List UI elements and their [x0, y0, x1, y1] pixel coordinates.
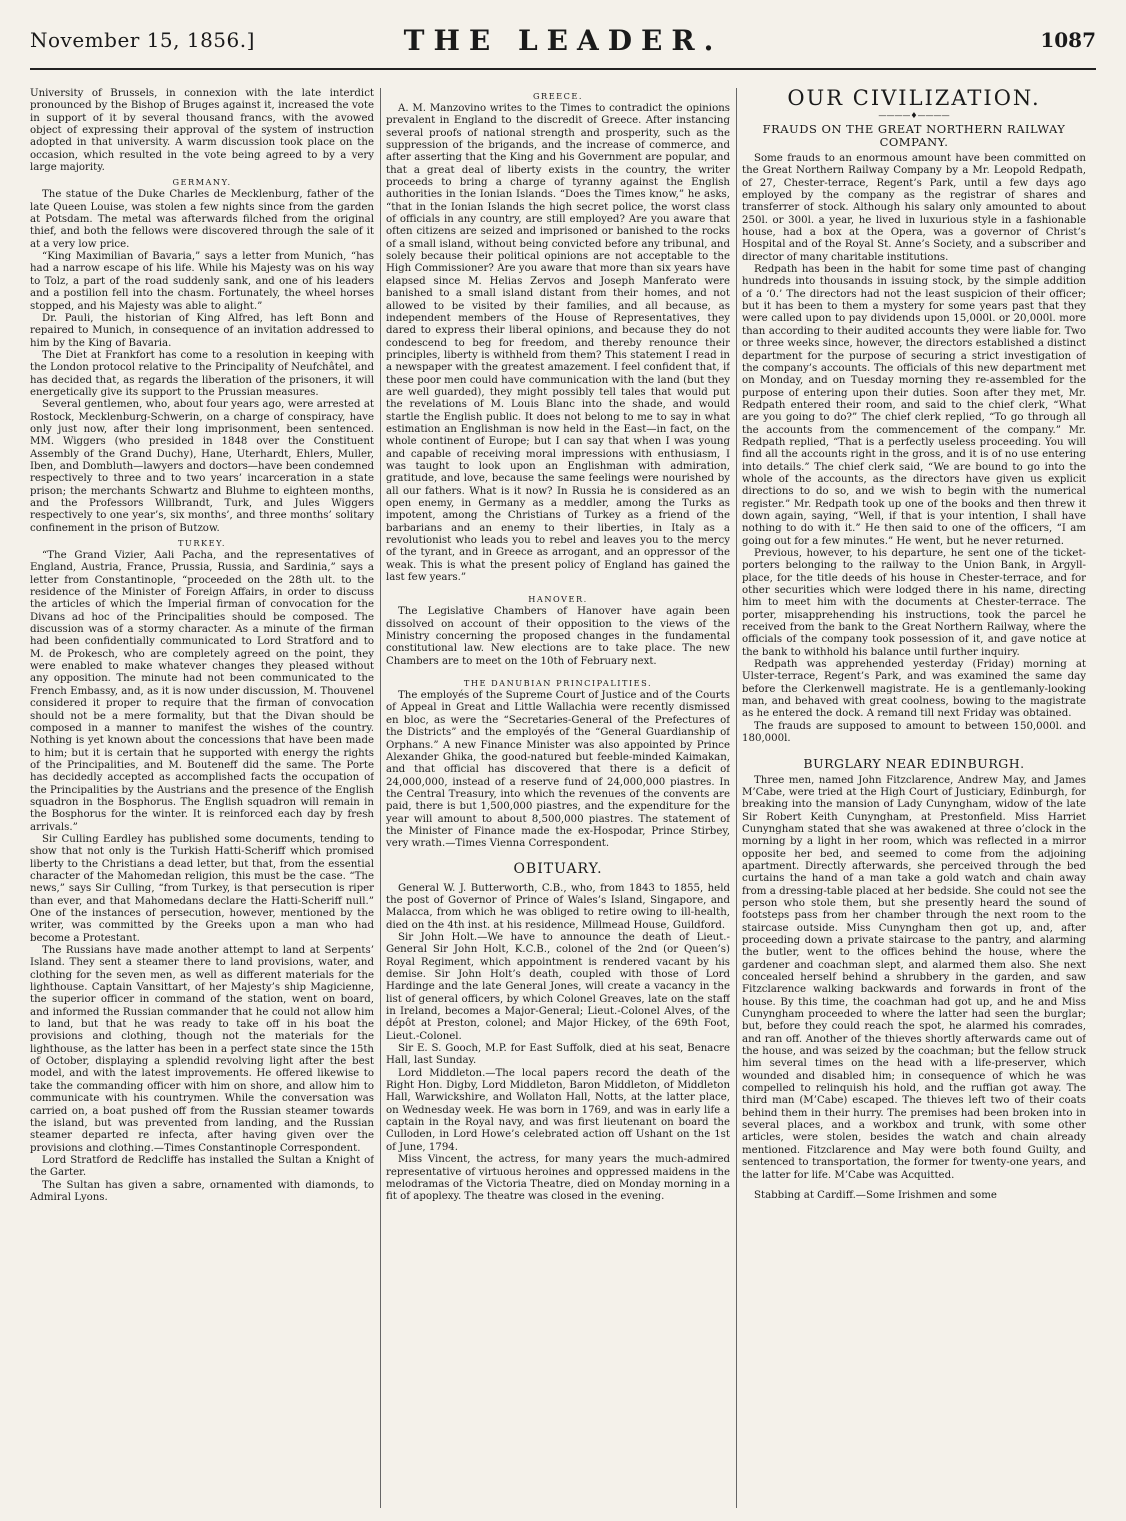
column-2 [386, 88, 730, 1508]
paragraph-burglary-1: Three men, named John Fitzclarence, Andrew May, and James M’Cabe, were tried at the High Court of Justiciary, Edinburgh, for breaking into the mansion of Lady Cunyngham, widow of the late Sir Robert Keith Cunyngham, at Prestonfield. Miss Harriet Cunyngham stated that she was awakened at three o’clock in the morning by a light in her room, which was reflected in a mirror opposite her bed, and seemed to come from the adjoining apartment. Directly afterwards, she perceived through the bed curtains the hand of a man take a gold watch and chain away from a dressing-table placed at her bedside. She could not see the person who stole them, but she presently heard the sound of footsteps pass from her chamber through the next room to the staircase outside. Miss Cunyngham then got up, and, after proceeding down a private staircase to the pantry, and alarming the butler, went to the offices behind the house, where the gardener and coachman slept, and alarmed them also. She next concealed herself behind a shrubbery in the garden, and saw Fitzclarence walking backwards and forwards in front of the house. By this time, the coachman had got up, and he and Miss Cunyngham proceeded to where the latter had seen the burglar; but, before they could reach the spot, he alarmed his comrades, and ran off. Another of the thieves shortly afterwards came out of the house, and was seized by the coachman; but the fellow struck him several times on the head with a life-preserver, which wounded and disabled him; in consequence of which he was compelled to relinquish his hold, and the ruffian got away. The third man (M’Cabe) escaped. The thieves left two of their coats behind them in their hurry. The premises had been broken into in several places, and a workbox and trunk, with some other articles, were stolen, besides the watch and chain already mentioned. Fitzclarence and May were both found Guilty, and sentenced to transportation, the former for twenty-one years, and the latter for life. M’Cabe was Acquitted. [742, 774, 1086, 1181]
column-divider-left [380, 88, 381, 1508]
paragraph-belgium: University of Brussels, in connexion with the late interdict pronounced by the Bishop of Bruges against it, increased the vote in support of it by several thousand francs, with the avowed object of expressing their approval of the system of instruction adopted in that university. A warm discussion took place on the occasion, which resulted in the vote being agreed to by a very large majority. [30, 88, 374, 174]
section-germany: GERMANY. [172, 177, 232, 188]
paragraph-germany-5: Several gentlemen, who, about four years ago, were arrested at Rostock, Mecklenburg-Schwerin, on a charge of conspiracy, have only just now, after their long imprisonment, been sentenced. MM. Wiggers (who presided in 1848 over the Constituent Assembly of the Grand Duchy), Hane, Uterhardt, Ehlers, Muller, Iben, and Dombluth—lawyers and doctors—have been condemned respectively to three and to two years’ incarceration in a state prison; the merchants Schwartz and Bluhme to eighteen months, and the Professors Willbrandt, Turk, and Jules Wiggers respectively to one year’s, six months’, and three months’ solitary confinement in the prison of Butzow. [30, 399, 374, 534]
headline-frauds: FRAUDS ON THE GREAT NORTHERN RAILWAY COMPANY. [762, 122, 1066, 149]
paragraph-turkey-4: Lord Stratford de Redcliffe has installed the Sultan a Knight of the Garter. [30, 1154, 374, 1179]
column-3 [742, 88, 1086, 1508]
section-hanover: HANOVER. [528, 594, 588, 605]
paragraph-germany-4: The Diet at Frankfort has come to a resolution in keeping with the London protocol relative to the Principality of Neufchâtel, and has decided that, as regards the liberation of the prisoners, it will energetically give its support to the Prussian measures. [30, 349, 374, 398]
column-1 [30, 88, 374, 1508]
section-turkey: TURKEY. [177, 538, 227, 549]
headline-burglary: BURGLARY NEAR EDINBURGH. [803, 755, 1025, 771]
issue-date: November 15, 1856.] [30, 28, 255, 52]
paragraph-turkey-5: The Sultan has given a sabre, ornamented with diamonds, to Admiral Lyons. [30, 1179, 374, 1203]
paragraph-danubian-1: The employés of the Supreme Court of Justice and of the Courts of Appeal in Great and Little Wallachia were recently dismissed en bloc, as were the “Secretaries-General of the Prefectures of the Districts” and the employés of the “General Guardianship of Orphans.” A new Finance Minister was also appointed by Prince Alexander Ghika, the good-natured but feeble-minded Kaimakan, and that official has discovered that there is a deficit of 24,000,000, instead of a reserve fund of 24,000,000 piastres. In the Central Treasury, into which the revenues of the convents are paid, there is but 1,500,000 piastres, and the expenditure for the year will amount to about 8,500,000 piastres. The statement of the Minister of Finance made the ex-Hospodar, Prince Stirbey, very wrath.—Times Vienna Correspondent. [386, 690, 730, 850]
paragraph-frauds-3: Previous, however, to his departure, he sent one of the ticket-porters belonging to the railway to the Union Bank, in Argyll-place, for the title deeds of his house in Chester-terrace, and for other securities which were lodged there in his name, directing him to meet him with the documents at Chester-terrace. The porter, misapprehending his instructions, took the parcel he received from the bank to the Great Northern Railway, where the officials of the company took possession of it, and gave notice at the bank to withhold his balance until further inquiry. [742, 548, 1086, 658]
paragraph-germany-1: The statue of the Duke Charles de Mecklenburg, father of the late Queen Louise, was stolen a few nights since from the garden at Potsdam. The metal was afterwards filched from the original thief, and both the fellows were discovered through the sale of it at a very low price. [30, 189, 374, 250]
column-divider-right [736, 88, 737, 1508]
paragraph-obituary-3: Sir E. S. Gooch, M.P. for East Suffolk, died at his seat, Benacre Hall, last Sunday. [386, 1043, 730, 1067]
paragraph-obituary-1: General W. J. Butterworth, C.B., who, from 1843 to 1855, held the post of Governor of Prince of Wales’s Island, Singapore, and Malacca, from which he was obliged to retire owing to ill-health, died on the 4th inst. at his residence, Millmead House, Guildford. [386, 882, 730, 931]
headline-our-civilization: OUR CIVILIZATION. [787, 88, 1041, 110]
paragraph-frauds-5: The frauds are supposed to amount to between 150,000l. and 180,000l. [742, 720, 1086, 745]
paragraph-frauds-1: Some frauds to an enormous amount have been committed on the Great Northern Railway Company by a Mr. Leopold Redpath, of 27, Chester-terrace, Regent’s Park, until a few days ago employed by the company as the registrar of shares and transferrer of stock. Although his salary only amounted to about 250l. or 300l. a year, he lived in luxurious style in a fashionable house, had a box at the Opera, was a governor of Christ’s Hospital and of the Royal St. Anne’s Society, and a subscriber and director of many charitable institutions. [742, 153, 1086, 263]
newspaper-title: THE LEADER. [403, 24, 723, 57]
section-obituary: OBITUARY. [513, 860, 603, 877]
masthead [30, 18, 1096, 70]
paragraph-germany-3: Dr. Pauli, the historian of King Alfred, has left Bonn and repaired to Munich, in consequence of an invitation addressed to him by the King of Bavaria. [30, 312, 374, 349]
paragraph-obituary-4: Lord Middleton.—The local papers record the death of the Right Hon. Digby, Lord Middleton, Baron Middleton, of Middleton Hall, Warwickshire, and Wollaton Hall, Notts, at the latter place, on Wednesday week. He was born in 1769, and was in early life a captain in the Royal navy, and was first lieutenant on board the Culloden, in Lord Howe’s celebrated action off Ushant on the 1st of June, 1794. [386, 1067, 730, 1153]
paragraph-stabbing: Stabbing at Cardiff.—Some Irishmen and some [754, 1189, 997, 1201]
paragraph-greece-1: A. M. Manzovino writes to the Times to contradict the opinions prevalent in England to the discredit of Greece. After instancing several proofs of national strength and prosperity, such as the suppression of the brigands, and the increase of commerce, and after asserting that the King and his Government are popular, and that a great deal of liberty exists in the country, the writer proceeds to bring a charge of tyranny against the English authorities in the Ionian Islands. “Does the Times know,” he asks, “that in the Ionian Islands the high secret police, the worst class of officials in any country, are still employed? Are you aware that often citizens are seized and imprisoned or banished to the rocks of a small island, without being convicted before any tribunal, and solely because their political opinions are not acceptable to the High Commissioner? Are you aware that more than six years have elapsed since M. Helias Zervos and Joseph Manferato were banished to a small island distant from their homes, and not allowed to be visited by their families, and all because, as independent members of the House of Representatives, they dared to express their liberal opinions, and because they do not condescend to beg for freedom, and thereby renounce their principles, liberty is withheld from them? This statement I read in a newspaper with the greatest amazement. I feel confident that, if these poor men could have communication with the land (but they are well guarded), they might possibly tell tales that would put the revelations of M. Louis Blanc into the shade, and would startle the English public. It does not belong to me to say in what estimation an Englishman is now held in the East—in fact, on the whole continent of Europe; but I can say that when I was young and capable of receiving moral impressions with enthusiasm, I was taught to look upon an Englishman with admiration, gratitude, and love, because the same feelings were nourished by all our fathers. What is it now? In Russia he is considered as an open enemy, in Germany as a meddler, among the Turks as impotent, among the Christians of Turkey as a friend of the barbarians and an enemy to their liberties, in Italy as a revolutionist who leads you to rebel and leaves you to the mercy of the tyrant, and in Greece as arrogant, and an oppressor of the weak. This is what the present policy of England has gained the last few years.” [386, 103, 730, 584]
paragraph-frauds-4: Redpath was apprehended yesterday (Friday) morning at Ulster-terrace, Regent’s Park, and was examined the same day before the Clerkenwell magistrate. He is a gentlemanly-looking man, and behaved with great coolness, bowing to the magistrate as he entered the dock. A remand till next Friday was obtained. [742, 659, 1086, 720]
ornamental-rule: ————♦———— [878, 111, 950, 120]
paragraph-germany-2: “King Maximilian of Bavaria,” says a letter from Munich, “has had a narrow escape of his life. While his Majesty was on his way to Tolz, a part of the road suddenly sank, and one of his leaders and a postilion fell into the chasm. Fortunately, the wheel horses stopped, and his Majesty was able to alight.” [30, 251, 374, 312]
page-number: 1087 [1040, 28, 1096, 52]
paragraph-turkey-2: Sir Culling Eardley has published some documents, tending to show that not only is the Turkish Hatti-Scheriff which promised liberty to the Christians a dead letter, but that, from the essential character of the Mahomedan religion, this must be the case. “The news,” says Sir Culling, “from Turkey, is that persecution is riper than ever, and that Mahomedans declare the Hatti-Scheriff null.” One of the instances of persecution, however, mentioned by the writer, was committed by the Greeks upon a man who had become a Protestant. [30, 833, 374, 944]
paragraph-frauds-2: Redpath has been in the habit for some time past of changing hundreds into thousands in issuing stock, by the simple addition of a ‘0.’ The directors had not the least suspicion of their officer; but it has been to them a mystery for some years past that they were called upon to pay dividends upon 15,000l. or 20,000l. more than according to their audited accounts they were liable for. Two or three weeks since, however, the directors established a distinct department for the purpose of securing a strict investigation of the company’s accounts. The officials of this new department met on Monday, and on Tuesday morning they re-assembled for the purpose of entering upon their duties. Soon after they met, Mr. Redpath entered their room, and said to the chief clerk, “What are you going to do?” The chief clerk replied, “To go through all the accounts from the commencement of the company.” Mr. Redpath replied, “That is a perfectly useless proceeding. You will find all the accounts right in the gross, and it is of no use entering into details.” The chief clerk said, “We are bound to go into the whole of the accounts, as the directors have given us explicit directions to do so, and we wish to begin with the numerical register.” Mr. Redpath took up one of the books and then threw it down again, saying, “Well, if that is your intention, I shall have nothing to do with it.” He then said to one of the officers, “I am going out for a few minutes.” He went, but he never returned. [742, 264, 1086, 547]
paragraph-turkey-1: “The Grand Vizier, Aali Pacha, and the representatives of England, Austria, France, Prussia, Russia, and Sardinia,” says a letter from Constantinople, “proceeded on the 28th ult. to the residence of the Minister of Foreign Affairs, in order to discuss the articles of which the Imperial firman of convocation for the Divans ad hoc of the Principalities should be composed. The discussion was of a stormy character. As a minute of the firman had been confidentially communicated to Lord Stratford and to M. de Prokesch, who are completely agreed on the point, they were enabled to make whatever changes they pleased without any opposition. The minute had not been communicated to the French Embassy, and, as it is now under discussion, M. Thouvenel considered it proper to require that the firman of convocation should not be a mere formality, but that the Divan should be composed in a manner to manifest the wishes of the country. Nothing is yet known about the concessions that have been made to him; but it is certain that he supported with energy the rights of the Principalities, and M. Bouteneff did the same. The Porte has decidedly accepted as accomplished facts the occupation of the Principalities by the Austrians and the presence of the English squadron in the Bosphorus. The English squadron will remain in the Bosphorus for the winter. It is reinforced each day by fresh arrivals.” [30, 550, 374, 833]
section-greece: GREECE. [532, 91, 583, 101]
paragraph-hanover-1: The Legislative Chambers of Hanover have again been dissolved on account of their opposition to the views of the Ministry concerning the proposed changes in the fundamental constitutional law. New elections are to take place. The new Chambers are to meet on the 10th of February next. [386, 606, 730, 667]
paragraph-obituary-2: Sir John Holt.—We have to announce the death of Lieut.-General Sir John Holt, K.C.B., colonel of the 2nd (or Queen’s) Royal Regiment, which appointment is rendered vacant by his demise. Sir John Holt’s death, coupled with those of Lord Hardinge and the late General Jones, will create a vacancy in the list of general officers, by which Colonel Greaves, late on the staff in Ireland, becomes a Major-General; Lieut.-Colonel Alves, of the dépôt at Preston, colonel; and Major Hickey, of the 69th Foot, Lieut.-Colonel. [386, 931, 730, 1042]
paragraph-obituary-5: Miss Vincent, the actress, for many years the much-admired representative of virtuous heroines and oppressed maidens in the melodramas of the Victoria Theatre, died on Monday morning in a fit of apoplexy. The theatre was closed in the evening. [386, 1154, 730, 1203]
section-danubian: THE DANUBIAN PRINCIPALITIES. [463, 678, 653, 689]
paragraph-turkey-3: The Russians have made another attempt to land at Serpents’ Island. They sent a steamer there to land provisions, water, and clothing for the seven men, as well as different materials for the lighthouse. Captain Vansittart, of her Majesty’s ship Magicienne, the superior officer in command of the station, went on board, and informed the Russian commander that he could not allow him to land, but that he was ready to take off in his boat the provisions and clothing, though not the materials for the lighthouse, as the latter has been in a perfect state since the 15th of October, displaying a splendid revolving light after the best model, and with the latest improvements. He offered likewise to take the commanding officer with him on shore, and allow him to communicate with his countrymen. While the conversation was carried on, a boat pushed off from the Russian steamer towards the island, but was prevented from landing, and the Russian steamer departed re infecta, after having given over the provisions and clothing.—Times Constantinople Correspondent. [30, 945, 374, 1154]
